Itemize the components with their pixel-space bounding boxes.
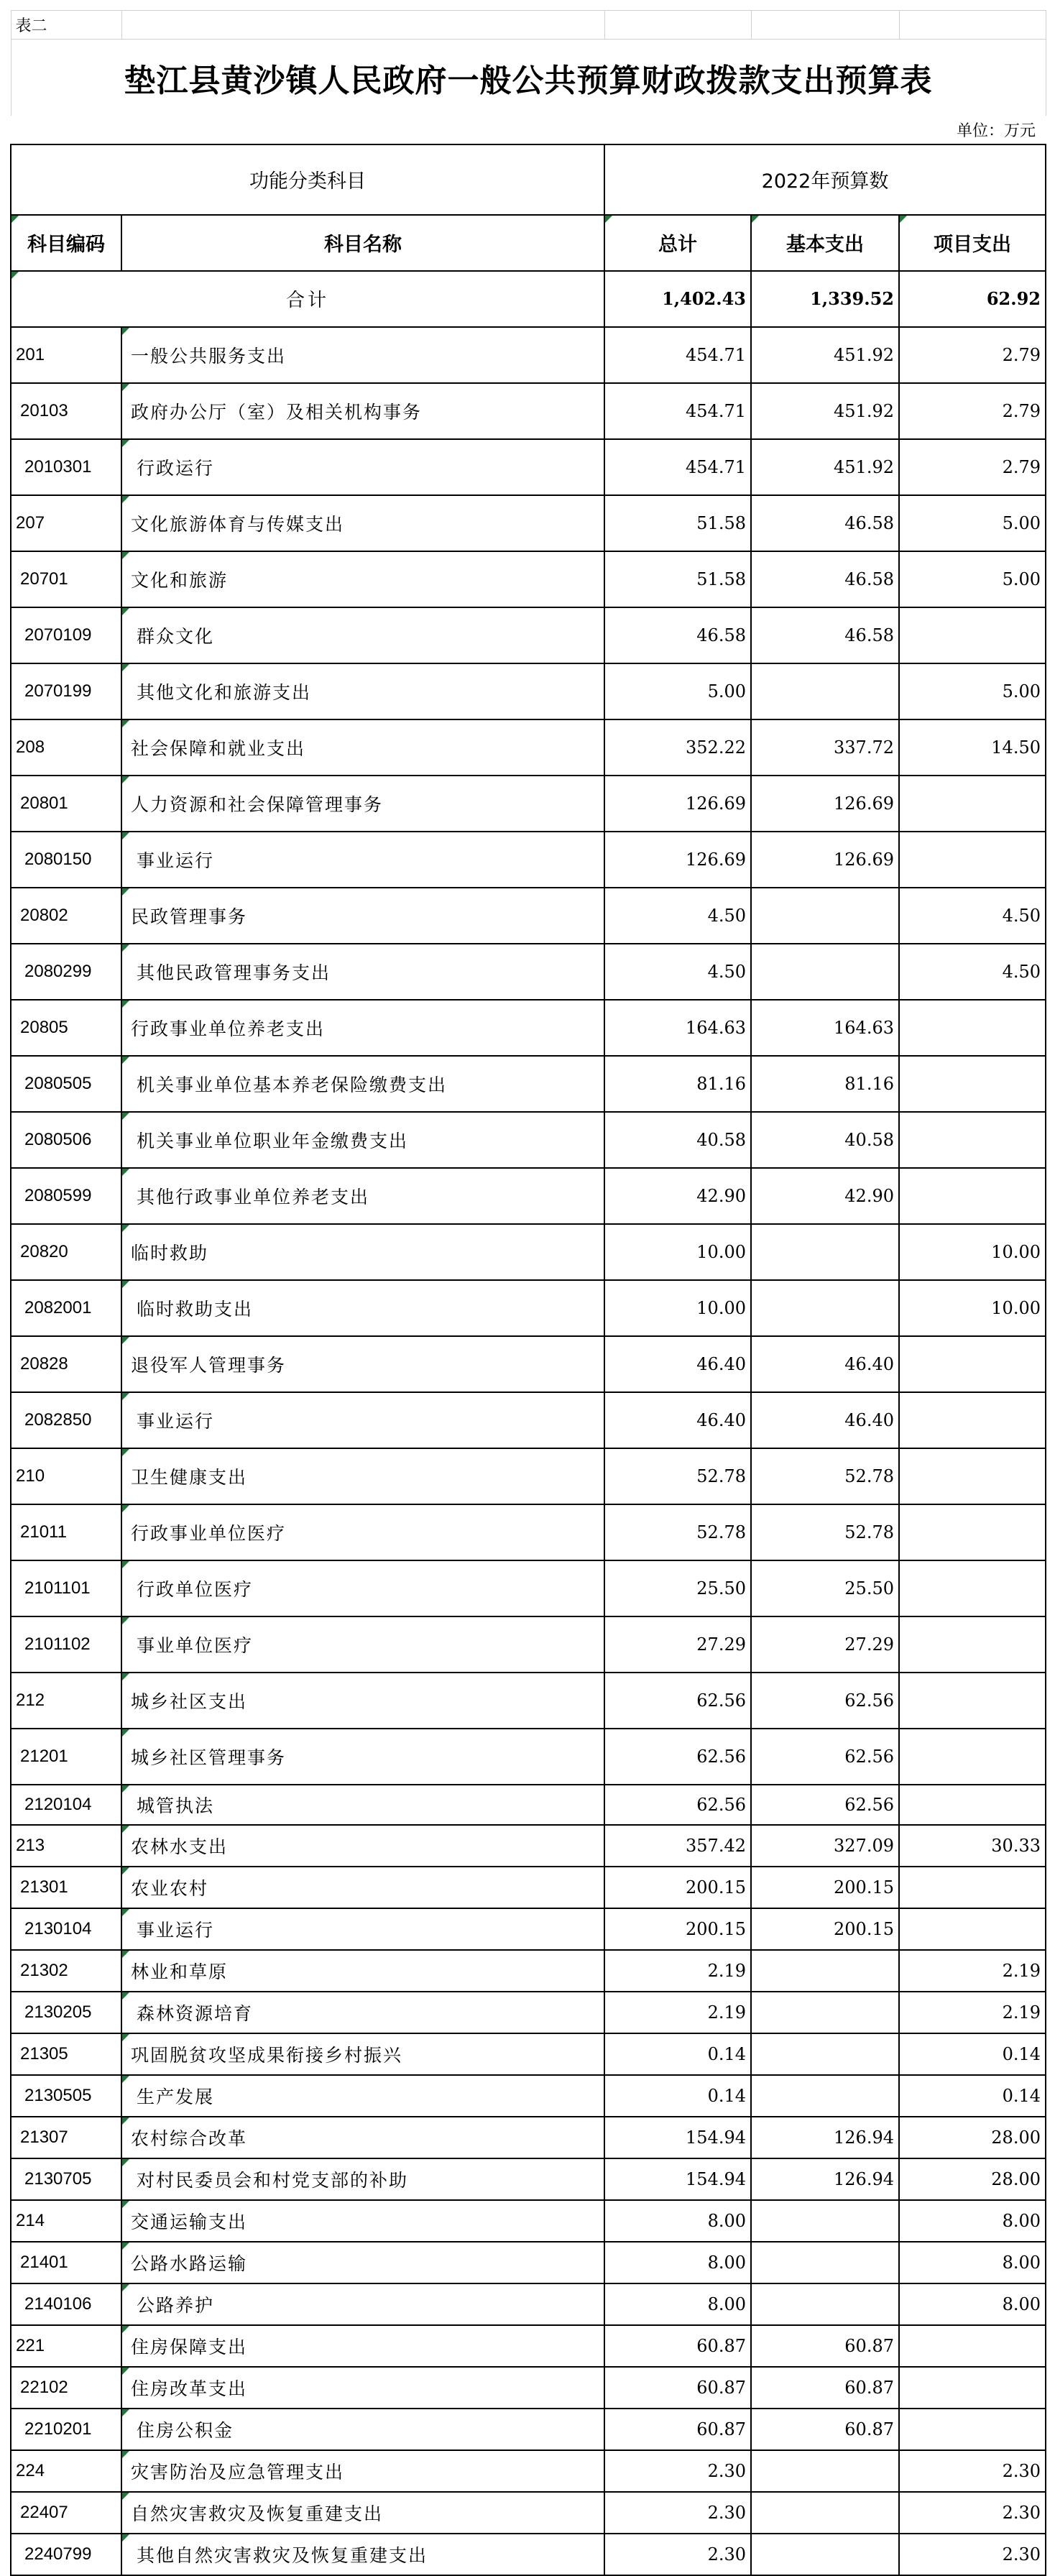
row-name: 行政事业单位医疗	[121, 1504, 604, 1560]
row-basic: 126.94	[751, 2158, 899, 2200]
row-project: 30.33	[899, 1825, 1046, 1867]
row-project	[899, 1000, 1046, 1056]
row-code: 2082850	[11, 1392, 121, 1448]
row-total: 126.69	[604, 776, 751, 832]
row-project: 2.79	[899, 439, 1046, 495]
row-basic: 60.87	[751, 2409, 899, 2450]
row-project	[899, 1448, 1046, 1504]
row-total: 46.40	[604, 1392, 751, 1448]
row-project: 10.00	[899, 1280, 1046, 1336]
row-total: 51.58	[604, 495, 751, 551]
row-code: 212	[11, 1673, 121, 1729]
row-basic: 40.58	[751, 1112, 899, 1168]
row-name: 临时救助	[121, 1224, 604, 1280]
row-project: 5.00	[899, 663, 1046, 719]
row-project	[899, 2325, 1046, 2367]
row-name: 事业运行	[121, 1908, 604, 1950]
row-code: 2130505	[11, 2075, 121, 2117]
row-name: 行政运行	[121, 439, 604, 495]
row-project	[899, 1504, 1046, 1560]
row-code: 20701	[11, 551, 121, 607]
row-code: 207	[11, 495, 121, 551]
row-project: 2.79	[899, 383, 1046, 439]
row-name: 城管执法	[121, 1785, 604, 1825]
row-code: 20801	[11, 776, 121, 832]
table-row	[11, 1168, 1046, 1224]
row-total: 352.22	[604, 719, 751, 776]
row-basic: 52.78	[751, 1504, 899, 1560]
table-row	[11, 2117, 1046, 2158]
row-name: 机关事业单位职业年金缴费支出	[121, 1112, 604, 1168]
row-total: 60.87	[604, 2325, 751, 2367]
table-row	[11, 1729, 1046, 1785]
total-total: 1,402.43	[604, 271, 751, 327]
row-name: 林业和草原	[121, 1950, 604, 1992]
total-project: 62.92	[899, 271, 1046, 327]
row-total: 0.14	[604, 2033, 751, 2075]
total-label: 合计	[11, 271, 604, 327]
row-name: 其他自然灾害救灾及恢复重建支出	[121, 2534, 604, 2575]
row-basic: 451.92	[751, 439, 899, 495]
row-total: 4.50	[604, 944, 751, 1000]
row-total: 46.40	[604, 1336, 751, 1392]
table-row	[11, 2534, 1046, 2575]
header-budget-year: 2022年预算数	[604, 144, 1046, 215]
row-basic: 46.58	[751, 607, 899, 663]
row-name: 人力资源和社会保障管理事务	[121, 776, 604, 832]
row-code: 20820	[11, 1224, 121, 1280]
header-function-category: 功能分类科目	[11, 144, 604, 215]
row-code: 20828	[11, 1336, 121, 1392]
table-row	[11, 719, 1046, 776]
row-project: 0.14	[899, 2033, 1046, 2075]
row-name: 卫生健康支出	[121, 1448, 604, 1504]
table-row	[11, 2492, 1046, 2534]
row-code: 2130205	[11, 1992, 121, 2033]
row-project: 2.30	[899, 2492, 1046, 2534]
table-row	[11, 2409, 1046, 2450]
row-basic: 62.56	[751, 1673, 899, 1729]
row-name: 生产发展	[121, 2075, 604, 2117]
row-basic: 126.69	[751, 776, 899, 832]
table-row	[11, 2450, 1046, 2492]
row-project	[899, 2409, 1046, 2450]
row-total: 10.00	[604, 1224, 751, 1280]
sheet-tag: 表二	[11, 11, 121, 40]
row-project	[899, 1168, 1046, 1224]
row-name: 文化旅游体育与传媒支出	[121, 495, 604, 551]
row-name: 退役军人管理事务	[121, 1336, 604, 1392]
row-basic: 327.09	[751, 1825, 899, 1867]
row-name: 民政管理事务	[121, 888, 604, 944]
row-total: 8.00	[604, 2242, 751, 2283]
row-code: 2130705	[11, 2158, 121, 2200]
table-row	[11, 1392, 1046, 1448]
row-project	[899, 2367, 1046, 2409]
row-project	[899, 1056, 1046, 1112]
row-code: 2082001	[11, 1280, 121, 1336]
table-row	[11, 2158, 1046, 2200]
row-basic: 126.69	[751, 832, 899, 888]
row-total: 60.87	[604, 2409, 751, 2450]
row-name: 城乡社区管理事务	[121, 1729, 604, 1785]
table-row	[11, 2283, 1046, 2325]
row-code: 20805	[11, 1000, 121, 1056]
table-row	[11, 944, 1046, 1000]
row-name: 群众文化	[121, 607, 604, 663]
row-total: 5.00	[604, 663, 751, 719]
row-code: 2140106	[11, 2283, 121, 2325]
table-row	[11, 495, 1046, 551]
header-project: 项目支出	[899, 215, 1046, 271]
row-project: 2.19	[899, 1992, 1046, 2033]
row-basic: 126.94	[751, 2117, 899, 2158]
unit-label: 单位：万元	[11, 116, 1046, 144]
budget-table	[10, 10, 1046, 2576]
row-name: 自然灾害救灾及恢复重建支出	[121, 2492, 604, 2534]
row-code: 208	[11, 719, 121, 776]
row-basic: 27.29	[751, 1616, 899, 1673]
row-total: 454.71	[604, 383, 751, 439]
row-basic	[751, 944, 899, 1000]
table-row	[11, 1867, 1046, 1908]
row-basic	[751, 2200, 899, 2242]
row-code: 224	[11, 2450, 121, 2492]
row-code: 20103	[11, 383, 121, 439]
table-row	[11, 1336, 1046, 1392]
table-row	[11, 439, 1046, 495]
row-total: 200.15	[604, 1908, 751, 1950]
row-total: 0.14	[604, 2075, 751, 2117]
row-total: 81.16	[604, 1056, 751, 1112]
table-row	[11, 1673, 1046, 1729]
row-code: 2240799	[11, 2534, 121, 2575]
row-basic	[751, 2033, 899, 2075]
row-basic	[751, 2242, 899, 2283]
table-row	[11, 2367, 1046, 2409]
row-name: 农业农村	[121, 1867, 604, 1908]
row-total: 454.71	[604, 439, 751, 495]
table-row	[11, 776, 1046, 832]
table-row	[11, 2200, 1046, 2242]
row-total: 40.58	[604, 1112, 751, 1168]
table-row	[11, 1112, 1046, 1168]
sheet-title: 垫江县黄沙镇人民政府一般公共预算财政拨款支出预算表	[11, 40, 1046, 116]
header-basic: 基本支出	[751, 215, 899, 271]
row-code: 2080150	[11, 832, 121, 888]
table-row	[11, 2033, 1046, 2075]
total-row	[11, 271, 1046, 327]
row-code: 20802	[11, 888, 121, 944]
row-total: 164.63	[604, 1000, 751, 1056]
table-row	[11, 607, 1046, 663]
row-basic	[751, 663, 899, 719]
row-code: 21201	[11, 1729, 121, 1785]
row-project: 2.19	[899, 1950, 1046, 1992]
row-total: 27.29	[604, 1616, 751, 1673]
row-project	[899, 1616, 1046, 1673]
row-total: 154.94	[604, 2117, 751, 2158]
header-name: 科目名称	[121, 215, 604, 271]
row-project	[899, 776, 1046, 832]
row-project: 8.00	[899, 2242, 1046, 2283]
row-name: 其他民政管理事务支出	[121, 944, 604, 1000]
row-basic: 46.58	[751, 495, 899, 551]
row-name: 一般公共服务支出	[121, 327, 604, 383]
row-project	[899, 1729, 1046, 1785]
row-basic	[751, 2075, 899, 2117]
row-code: 2080505	[11, 1056, 121, 1112]
row-code: 22407	[11, 2492, 121, 2534]
row-name: 森林资源培育	[121, 1992, 604, 2033]
row-project	[899, 1867, 1046, 1908]
row-total: 25.50	[604, 1560, 751, 1616]
row-basic: 42.90	[751, 1168, 899, 1224]
row-code: 21301	[11, 1867, 121, 1908]
row-basic: 81.16	[751, 1056, 899, 1112]
row-basic	[751, 1224, 899, 1280]
row-code: 2080506	[11, 1112, 121, 1168]
row-project: 5.00	[899, 551, 1046, 607]
row-basic	[751, 1992, 899, 2033]
row-name: 公路养护	[121, 2283, 604, 2325]
row-basic	[751, 1950, 899, 1992]
row-code: 2120104	[11, 1785, 121, 1825]
row-code: 2101101	[11, 1560, 121, 1616]
row-name: 政府办公厅（室）及相关机构事务	[121, 383, 604, 439]
row-project	[899, 1560, 1046, 1616]
row-total: 357.42	[604, 1825, 751, 1867]
table-row	[11, 1950, 1046, 1992]
table-row	[11, 1616, 1046, 1673]
row-total: 2.30	[604, 2450, 751, 2492]
row-project	[899, 1673, 1046, 1729]
row-project: 2.30	[899, 2534, 1046, 2575]
table-row	[11, 2325, 1046, 2367]
row-code: 2210201	[11, 2409, 121, 2450]
row-total: 8.00	[604, 2200, 751, 2242]
row-total: 2.30	[604, 2534, 751, 2575]
row-name: 社会保障和就业支出	[121, 719, 604, 776]
row-project: 28.00	[899, 2158, 1046, 2200]
row-basic: 200.15	[751, 1867, 899, 1908]
row-basic	[751, 2283, 899, 2325]
row-name: 农林水支出	[121, 1825, 604, 1867]
row-code: 21401	[11, 2242, 121, 2283]
row-total: 8.00	[604, 2283, 751, 2325]
table-row	[11, 1785, 1046, 1825]
row-name: 住房公积金	[121, 2409, 604, 2450]
row-total: 62.56	[604, 1785, 751, 1825]
table-row	[11, 2075, 1046, 2117]
row-total: 154.94	[604, 2158, 751, 2200]
row-project: 28.00	[899, 2117, 1046, 2158]
table-row	[11, 1224, 1046, 1280]
header-total: 总计	[604, 215, 751, 271]
row-name: 住房保障支出	[121, 2325, 604, 2367]
row-name: 行政单位医疗	[121, 1560, 604, 1616]
table-row	[11, 2242, 1046, 2283]
row-total: 52.78	[604, 1504, 751, 1560]
row-name: 交通运输支出	[121, 2200, 604, 2242]
row-total: 4.50	[604, 888, 751, 944]
row-basic: 200.15	[751, 1908, 899, 1950]
row-total: 10.00	[604, 1280, 751, 1336]
row-project: 8.00	[899, 2200, 1046, 2242]
row-name: 事业运行	[121, 1392, 604, 1448]
row-total: 2.19	[604, 1950, 751, 1992]
row-basic: 46.58	[751, 551, 899, 607]
row-basic: 337.72	[751, 719, 899, 776]
table-row	[11, 383, 1046, 439]
row-project	[899, 1112, 1046, 1168]
row-project: 4.50	[899, 888, 1046, 944]
table-row	[11, 1992, 1046, 2033]
row-code: 22102	[11, 2367, 121, 2409]
row-total: 62.56	[604, 1673, 751, 1729]
row-name: 城乡社区支出	[121, 1673, 604, 1729]
row-basic: 451.92	[751, 383, 899, 439]
row-basic: 164.63	[751, 1000, 899, 1056]
row-name: 农村综合改革	[121, 2117, 604, 2158]
row-name: 对村民委员会和村党支部的补助	[121, 2158, 604, 2200]
row-project	[899, 1336, 1046, 1392]
row-total: 454.71	[604, 327, 751, 383]
row-basic: 62.56	[751, 1785, 899, 1825]
row-project: 2.79	[899, 327, 1046, 383]
row-code: 21302	[11, 1950, 121, 1992]
row-code: 201	[11, 327, 121, 383]
row-basic: 46.40	[751, 1392, 899, 1448]
row-total: 62.56	[604, 1729, 751, 1785]
row-project: 5.00	[899, 495, 1046, 551]
table-row	[11, 1448, 1046, 1504]
row-name: 文化和旅游	[121, 551, 604, 607]
row-project	[899, 1785, 1046, 1825]
row-total: 2.30	[604, 2492, 751, 2534]
row-basic: 52.78	[751, 1448, 899, 1504]
row-name: 住房改革支出	[121, 2367, 604, 2409]
row-total: 2.19	[604, 1992, 751, 2033]
row-basic: 60.87	[751, 2325, 899, 2367]
row-code: 2070199	[11, 663, 121, 719]
table-row	[11, 1560, 1046, 1616]
table-row	[11, 1825, 1046, 1867]
budget-sheet	[10, 10, 1045, 2576]
row-code: 2101102	[11, 1616, 121, 1673]
row-project: 10.00	[899, 1224, 1046, 1280]
row-code: 210	[11, 1448, 121, 1504]
table-row	[11, 1908, 1046, 1950]
row-name: 其他文化和旅游支出	[121, 663, 604, 719]
row-basic: 46.40	[751, 1336, 899, 1392]
table-row	[11, 1504, 1046, 1560]
row-name: 公路水路运输	[121, 2242, 604, 2283]
row-name: 临时救助支出	[121, 1280, 604, 1336]
row-project: 0.14	[899, 2075, 1046, 2117]
row-project	[899, 1908, 1046, 1950]
table-row	[11, 1280, 1046, 1336]
row-code: 214	[11, 2200, 121, 2242]
row-total: 42.90	[604, 1168, 751, 1224]
row-code: 21011	[11, 1504, 121, 1560]
row-code: 2130104	[11, 1908, 121, 1950]
row-basic: 60.87	[751, 2367, 899, 2409]
row-name: 巩固脱贫攻坚成果衔接乡村振兴	[121, 2033, 604, 2075]
row-code: 2080599	[11, 1168, 121, 1224]
row-total: 51.58	[604, 551, 751, 607]
row-name: 事业单位医疗	[121, 1616, 604, 1673]
row-code: 2080299	[11, 944, 121, 1000]
row-code: 2010301	[11, 439, 121, 495]
table-row	[11, 888, 1046, 944]
row-total: 52.78	[604, 1448, 751, 1504]
row-name: 灾害防治及应急管理支出	[121, 2450, 604, 2492]
row-code: 21307	[11, 2117, 121, 2158]
row-total: 126.69	[604, 832, 751, 888]
row-basic: 451.92	[751, 327, 899, 383]
table-row	[11, 327, 1046, 383]
row-name: 其他行政事业单位养老支出	[121, 1168, 604, 1224]
row-basic	[751, 888, 899, 944]
header-code: 科目编码	[11, 215, 121, 271]
row-code: 213	[11, 1825, 121, 1867]
row-name: 机关事业单位基本养老保险缴费支出	[121, 1056, 604, 1112]
row-basic	[751, 2492, 899, 2534]
row-code: 221	[11, 2325, 121, 2367]
table-row	[11, 551, 1046, 607]
row-basic: 62.56	[751, 1729, 899, 1785]
total-basic: 1,339.52	[751, 271, 899, 327]
table-row	[11, 663, 1046, 719]
row-name: 事业运行	[121, 832, 604, 888]
row-project	[899, 832, 1046, 888]
row-project: 14.50	[899, 719, 1046, 776]
table-row	[11, 1000, 1046, 1056]
row-project	[899, 1392, 1046, 1448]
row-basic: 25.50	[751, 1560, 899, 1616]
row-basic	[751, 2534, 899, 2575]
row-project: 4.50	[899, 944, 1046, 1000]
table-row	[11, 1056, 1046, 1112]
row-total: 46.58	[604, 607, 751, 663]
row-total: 60.87	[604, 2367, 751, 2409]
row-basic	[751, 1280, 899, 1336]
row-code: 2070109	[11, 607, 121, 663]
row-project: 8.00	[899, 2283, 1046, 2325]
row-basic	[751, 2450, 899, 2492]
row-project: 2.30	[899, 2450, 1046, 2492]
row-total: 200.15	[604, 1867, 751, 1908]
table-row	[11, 832, 1046, 888]
row-project	[899, 607, 1046, 663]
row-name: 行政事业单位养老支出	[121, 1000, 604, 1056]
row-code: 21305	[11, 2033, 121, 2075]
